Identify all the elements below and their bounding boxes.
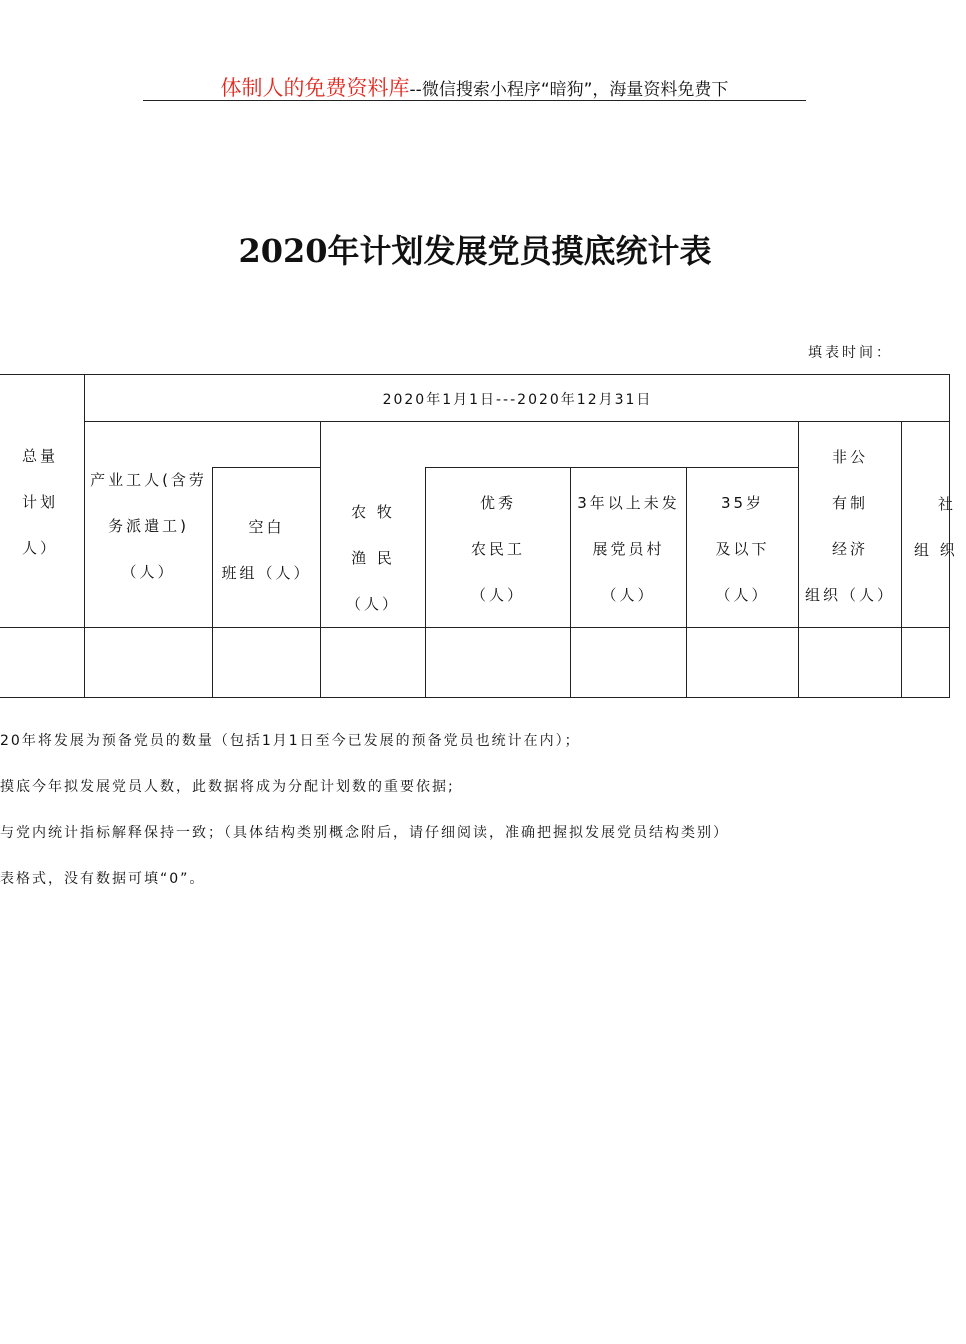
note-1: 20年将发展为预备党员的数量（包括1月1日至今已发展的预备党员也统计在内）； xyxy=(0,733,581,749)
period-header: 2020年1月1日---2020年12月31日 xyxy=(382,392,653,408)
table-rule-header-bottom xyxy=(0,627,950,628)
tagline-text: --微信搜索小程序“暗狗”，海量资料免费下 xyxy=(409,80,729,100)
note-2: 摸底今年拟发展党员人数，此数据将成为分配计划数的重要依据; xyxy=(0,779,455,795)
col-villages: 3年以上未发 展党员村 （人） xyxy=(577,494,680,604)
col-total-plan: 总量 计划 人） xyxy=(21,447,58,557)
col-age-35: 35岁 及以下 （人） xyxy=(715,494,770,604)
note-4: 表格式，没有数据可填“0”。 xyxy=(0,871,206,887)
brand-text: 体制人的免费资料库 xyxy=(220,76,410,100)
table-border-bottom xyxy=(0,697,950,698)
col-migrant-workers: 优秀 农民工 （人） xyxy=(470,494,525,604)
col-non-public: 非公 有制 经济 组织（人） xyxy=(804,448,895,604)
col-industrial-workers: 产业工人(含劳 务派遣工) （人） xyxy=(90,471,207,581)
table-border-top xyxy=(0,374,950,375)
table-rule-period xyxy=(85,421,950,422)
col-blank-team: 空白 班组（人） xyxy=(221,518,312,582)
table-col-line-8 xyxy=(901,421,902,698)
note-3: 与党内统计指标解释保持一致；（具体结构类别概念附后，请仔细阅读，准确把握拟发展党员结构类别） xyxy=(0,825,729,841)
table-rule-farmers xyxy=(426,467,798,468)
fill-time-label: 填表时间： xyxy=(808,345,893,361)
col-farmers: 农 牧 渔 民 （人） xyxy=(345,503,400,613)
table-rule-industrial xyxy=(213,467,321,468)
page-title: 2020年计划发展党员摸底统计表 xyxy=(238,232,712,270)
col-social-org: 社 组 织 xyxy=(914,495,958,559)
